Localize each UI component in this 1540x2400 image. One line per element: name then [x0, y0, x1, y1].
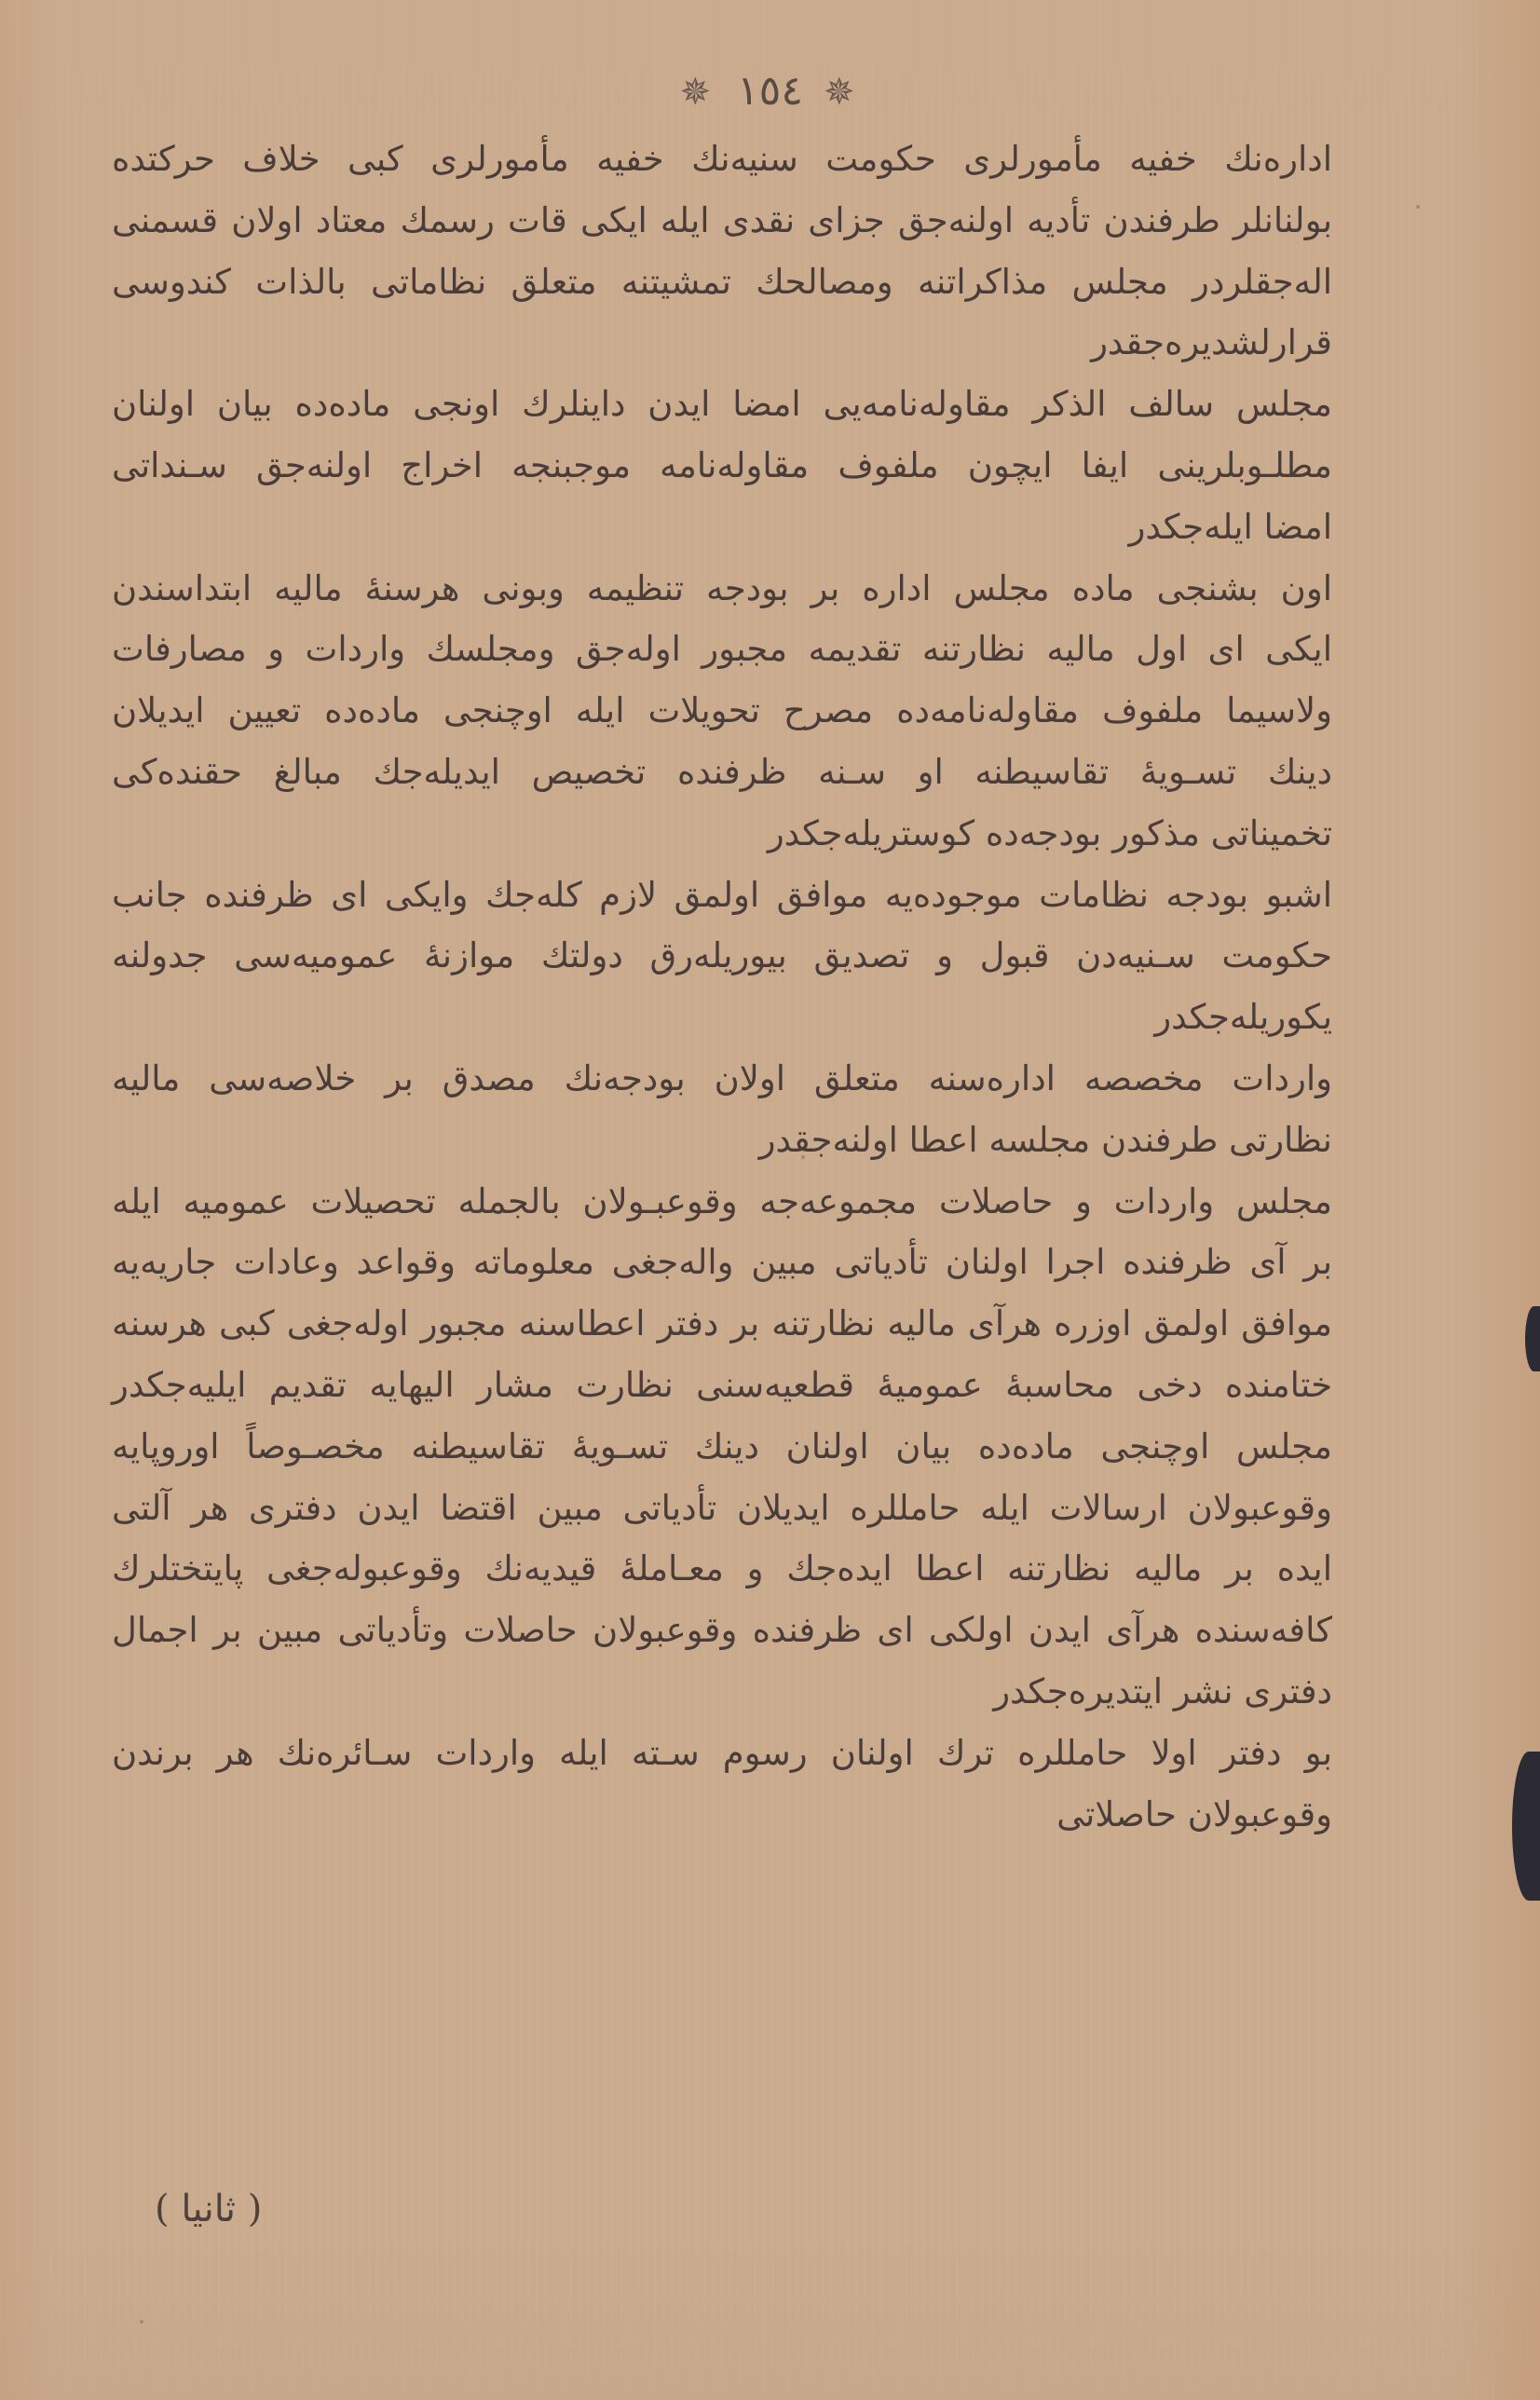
- text-line: بو دفتر اولا حامللره ترك اولنان رسوم سـته ايله واردات سـائره‌نك هر برندن: [112, 1732, 1332, 1773]
- page-edge-stain: [1525, 1306, 1540, 1371]
- text-line: ايكى اى اول ماليه نظارتنه تقديمه مجبور اوله‌جق ومجلسك واردات و مصارفات: [112, 629, 1332, 670]
- text-line: واردات مخصصه اداره‌سنه متعلق اولان بودجه‌نك مصدق بر خلاصه‌سى ماليه: [112, 1057, 1332, 1098]
- text-line: بر آى ظرفنده اجرا اولنان تأدياتى مبين واله‌جغى معلوماته وقواعد وعادات جاريه‌يه: [112, 1242, 1332, 1283]
- page-header: [0, 67, 1540, 115]
- text-line: بولنانلر طرفندن تأديه اولنه‌جق جزاى نقدى ايله ايكى قات رسمك معتاد اولان قسمنى: [112, 199, 1332, 240]
- page-edge-stain: [1512, 1752, 1540, 1901]
- text-line: وقوعبولان حاصلاتى: [1056, 1793, 1332, 1834]
- text-line: مجلس سالف الذكر مقاوله‌نامه‌يى امضا ايدن داينلرك اونجى ماده‌ده بيان اولنان: [112, 384, 1332, 425]
- text-line: دينك تسـويهٔ تقاسيطنه او سـنه ظرفنده تخصيص ايديله‌جك مبالغ حقنده‌كى: [112, 751, 1332, 792]
- text-line: تخميناتى مذكور بودجه‌ده كوستريله‌جكدر: [767, 812, 1332, 853]
- text-line: مجلس واردات و حاصلات مجموعه‌جه وقوعبـولان بالجمله تحصيلات عموميه ايله: [112, 1180, 1332, 1221]
- text-line: اون بشنجى ماده مجلس اداره بر بودجه تنظيمه وبونى هرسنهٔ ماليه ابتداسندن: [112, 567, 1332, 608]
- text-line: قرارلشديره‌جقدر: [1091, 322, 1332, 363]
- ornament-left-icon: ✵: [679, 71, 717, 114]
- text-line: كافه‌سنده هرآى ايدن اولكى اى ظرفنده وقوعبولان حاصلات وتأدياتى مبين بر اجمال: [112, 1610, 1332, 1651]
- text-line: يكوريله‌جكدر: [1154, 997, 1332, 1038]
- text-line: اله‌جقلردر مجلس مذاكراتنه ومصالحك تمشيتنه متعلق نظاماتى بالذات كندوسى: [112, 261, 1332, 302]
- text-line: نظارتى طرفندن مجلسه اعطا اولنه‌جقدر: [758, 1119, 1332, 1160]
- paper-speck: [801, 1155, 805, 1159]
- text-line: وقوعبولان ارسالات ايله حامللره ايديلان تأدياتى مبين اقتضا ايدن دفترى هر آلتى: [112, 1487, 1332, 1528]
- text-line: ولاسيما ملفوف مقاوله‌نامه‌ده مصرح تحويلات ايله اوچنجى ماده‌ده تعيين ايديلان: [112, 690, 1332, 731]
- catchword: ( ثانيا ): [155, 2188, 263, 2230]
- ornament-right-icon: ✵: [823, 71, 861, 114]
- text-line: دفترى نشر ايتديره‌جكدر: [993, 1670, 1332, 1711]
- text-line: ادارەنك خفيه مأمورلرى حكومت سنيه‌نك خفيه مأمورلرى كبى خلاف حركتده: [112, 139, 1332, 179]
- text-line: ختامنده دخى محاسبهٔ عموميهٔ قطعيه‌سنى نظارت مشار اليهايه تقديم ايليه‌جكدر: [112, 1364, 1332, 1405]
- text-line: حكومت سـنيه‌دن قبول و تصديق بيوريله‌رق دولتك موازنهٔ عموميه‌سى جدولنه: [112, 935, 1332, 976]
- text-line: امضا ايله‌جكدر: [1128, 506, 1332, 547]
- paper-speck: [1416, 205, 1420, 209]
- text-line: اشبو بودجه نظامات موجوده‌يه موافق اولمق لازم كله‌جك وايكى اى ظرفنده جانب: [112, 874, 1332, 915]
- body-text: [112, 129, 1332, 1845]
- text-line: موافق اولمق اوزره هرآى ماليه نظارتنه بر دفتر اعطاسنه مجبور اوله‌جغى كبى هرسنه: [112, 1303, 1332, 1344]
- text-line: مجلس اوچنجى ماده‌ده بيان اولنان دينك تسـويهٔ تقاسيطنه مخصـوصاً اوروپايه: [112, 1425, 1332, 1466]
- page-number: ١٥٤: [737, 67, 803, 115]
- text-line: ايده بر ماليه نظارتنه اعطا ايده‌جك و معـاملهٔ قيديه‌نك وقوعبوله‌جغى پايتختلرك: [112, 1548, 1332, 1589]
- text-line: مطلـوبلرينى ايفا ايچون ملفوف مقاوله‌نامه موجبنجه اخراج اولنه‌جق سـنداتى: [112, 444, 1332, 485]
- paper-speck: [140, 2320, 143, 2324]
